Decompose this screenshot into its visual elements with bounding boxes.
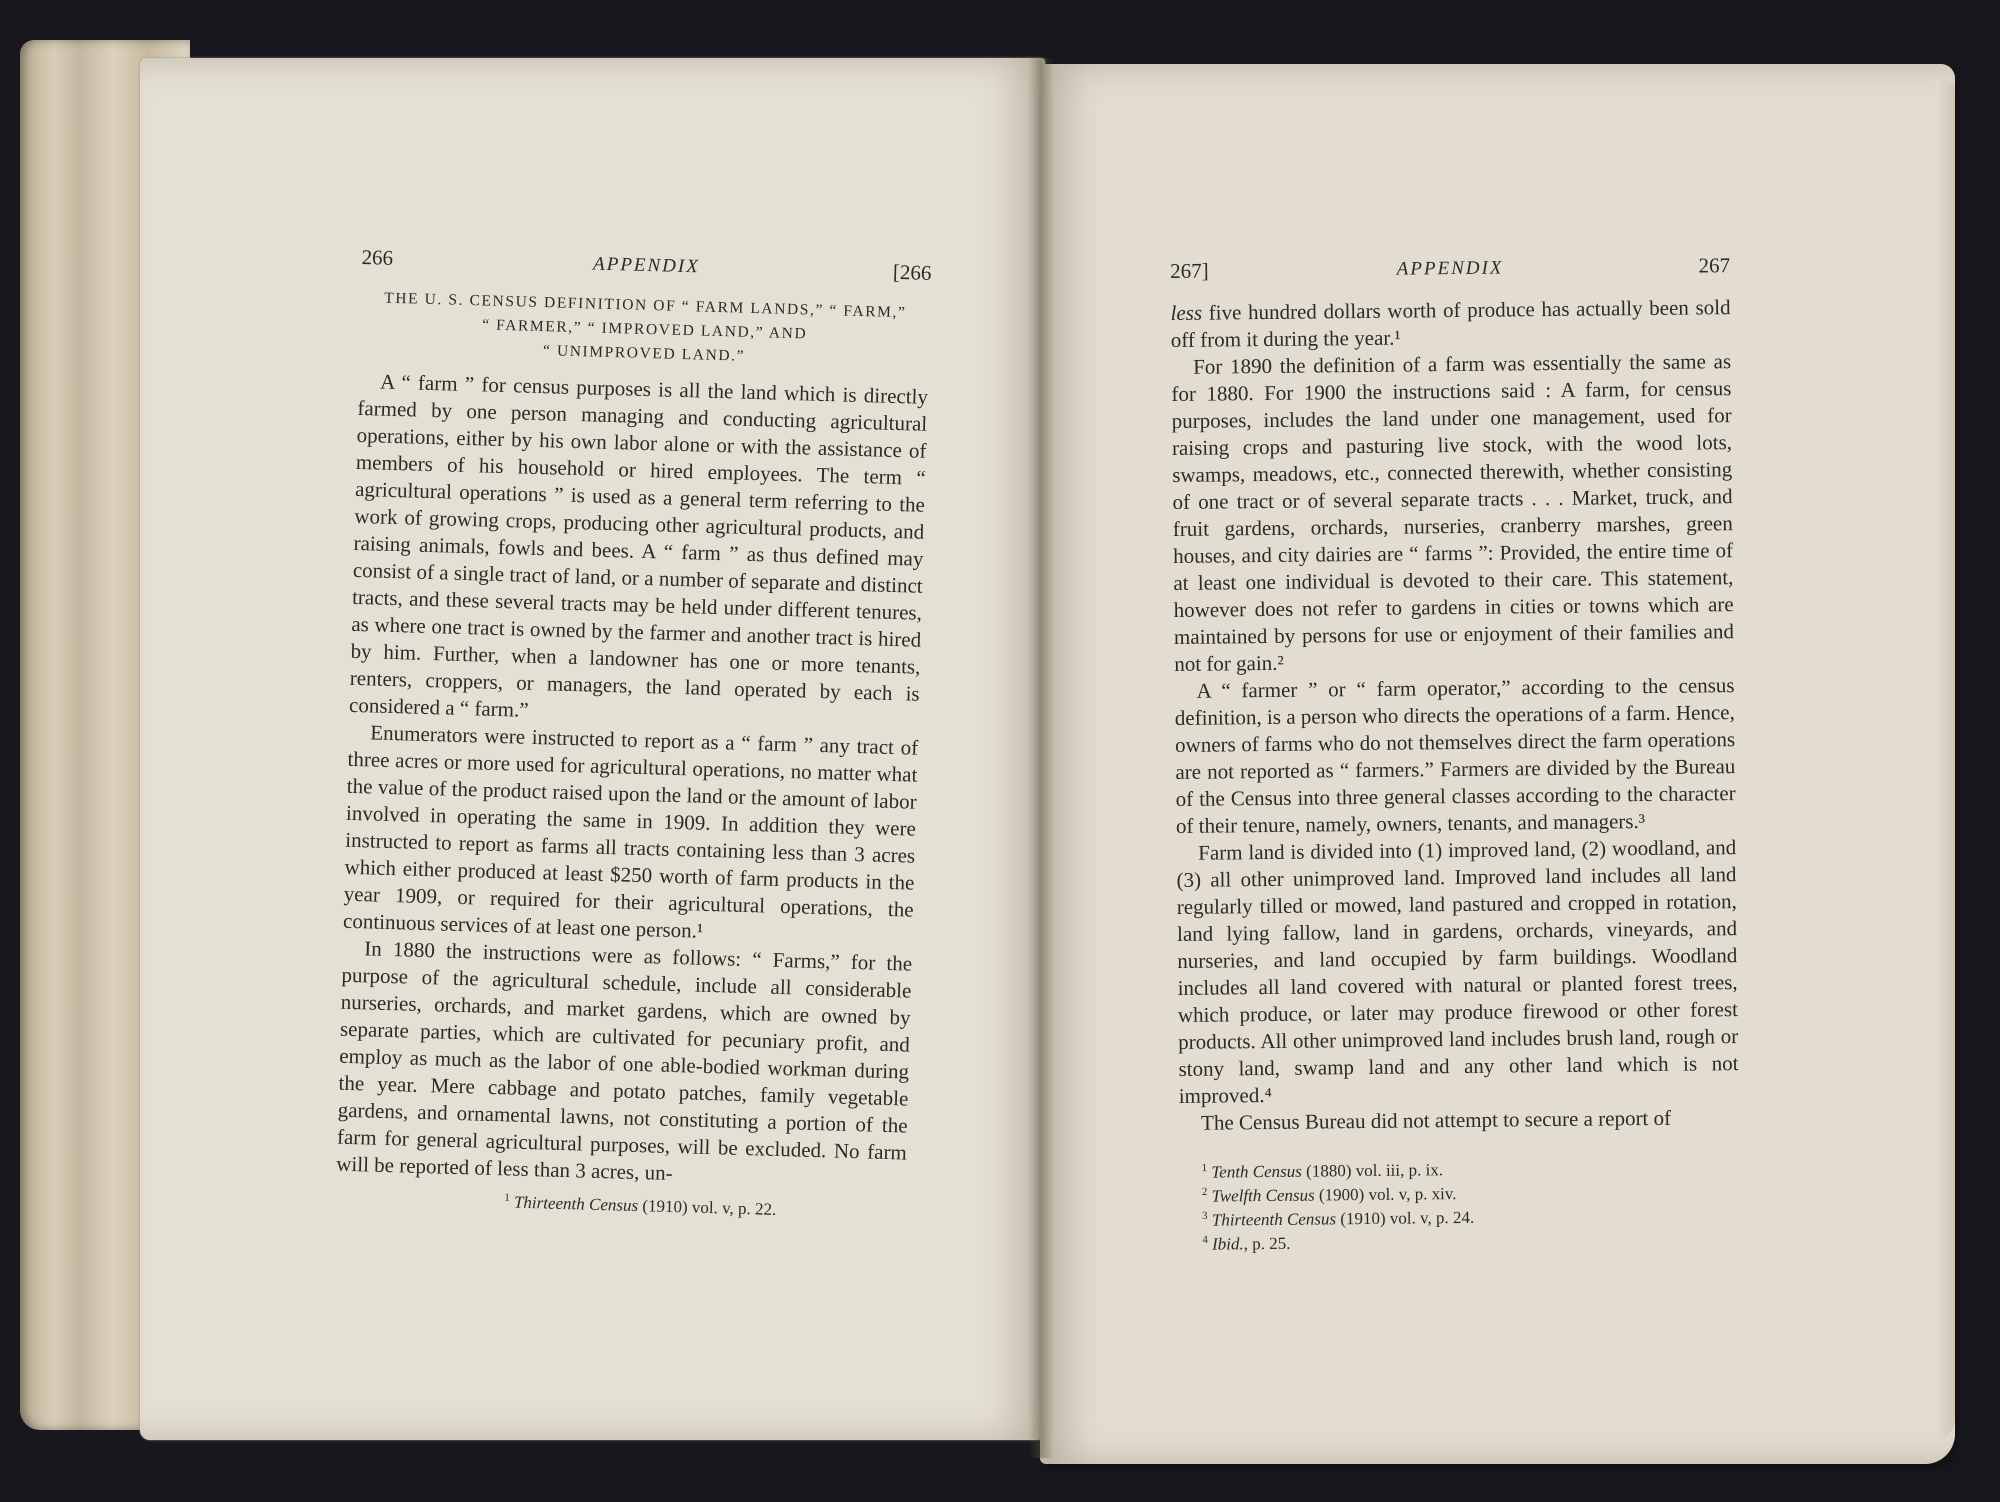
paragraph-text: five hundred dollars worth of produce has actually been sold off from it during the year.¹ bbox=[1170, 295, 1731, 352]
footnote-title: Twelfth Census bbox=[1211, 1185, 1315, 1206]
footnote-title: Thirteenth Census bbox=[513, 1192, 639, 1216]
footnote-title: Ibid. bbox=[1211, 1234, 1244, 1254]
right-page-number-bracket: 267] bbox=[1170, 258, 1209, 283]
section-title-line: “ FARMER,” “ IMPROVED LAND,” AND bbox=[481, 316, 808, 343]
paragraph: A “ farm ” for census purposes is all the land which is directly farmed by one person managing and conducting agricultural operations, either by his own labor alone or with the assistance of members of his household or hired employees. The term “ agricultural operations ” is used as a general term referring to the work of growing crops, producing other agricultural products, and raising animals, fowls and bees. A “ farm ” as thus defined may consist of a single tract of land, or a number of separate and distinct tracts, and these several tracts may be held under different tenures, as where one tract is owned by the farmer and another tract is hired by him. Further, when a landowner has one or more tenants, renters, croppers, or managers, the land operated by each is considered a “ farm.” bbox=[348, 369, 929, 722]
right-page bbox=[1170, 252, 1740, 1257]
footnote-mark: 1 bbox=[504, 1191, 511, 1204]
footnote-text: (1910) vol. v, p. 24. bbox=[1335, 1207, 1475, 1229]
left-page-number: 266 bbox=[361, 244, 394, 270]
left-running-title: APPENDIX bbox=[592, 253, 701, 278]
footnote-title: Thirteenth Census bbox=[1211, 1209, 1337, 1230]
footnote-text: (1900) vol. v, p. xiv. bbox=[1314, 1184, 1457, 1205]
footnote-title: Tenth Census bbox=[1211, 1161, 1302, 1182]
paragraph: Enumerators were instructed to report as a “ farm ” any tract of three acres or more used for agricultural operations, no matter what the value of the product raised upon the land or the amount of labor involved in operating the same in 1909. In addition they were instructed to report as farms all tracts containing less than 3 acres which either produced at least $250 worth of farm products in the year 1909, or required for their agricultural operations, the continuous services of at least one person.¹ bbox=[342, 720, 919, 943]
footnote-mark: 3 bbox=[1201, 1210, 1208, 1223]
paragraph bbox=[1170, 294, 1731, 354]
paragraph: In 1880 the instructions were as follows: “ Farms,” for the purpose of the agricultural schedule, include all considerable nurseries, orchards, and market gardens, which are owned by separate parties, which are cultivated for pecuniary profit, and employ as much as the labor of one able-bodied workman during the year. Mere cabbage and potato patches, family vegetable gardens, and ornamental lawns, not constituting a portion of the farm for general agricultural purposes, will be excluded. No farm will be reported of less than 3 acres, un- bbox=[335, 936, 913, 1186]
book-gutter bbox=[1028, 58, 1054, 1458]
left-page-number-bracket: [266 bbox=[892, 259, 932, 285]
paragraph: Farm land is divided into (1) improved land, (2) woodland, and (3) all other unimproved land. Improved land includes all land regularly tilled or mowed, land pastured and cropped in rotation, land lying fallow, land in gardens, orchards, vineyards, and nurseries, and land occupied by farm buildings. Woodland includes all land covered with natural or planted forest trees, which produce, or later may produce firewood or other forest products. All other unimproved land includes brush land, rough or stony land, swamp land and any other land which is not improved.⁴ bbox=[1176, 835, 1739, 1108]
footnote-text: (1880) vol. iii, p. ix. bbox=[1301, 1160, 1444, 1181]
right-leaf-edge bbox=[1935, 80, 1955, 1440]
right-page-number: 267 bbox=[1698, 253, 1731, 278]
paragraph: A “ farmer ” or “ farm operator,” according to the census definition, is a person who directs the operations of a farm. Hence, owners of farms who do not themselves direct the farm operations are not reported as “ farmers.” Farmers are divided by the Bureau of the Census into three general classes according to the character of their tenure, namely, owners, tenants, and managers.³ bbox=[1174, 673, 1736, 838]
left-page bbox=[335, 244, 932, 1226]
right-footnotes bbox=[1179, 1155, 1740, 1257]
footnote-mark: 1 bbox=[1201, 1162, 1208, 1175]
footnote-mark: 2 bbox=[1201, 1186, 1208, 1199]
right-running-title: APPENDIX bbox=[1396, 257, 1504, 280]
section-title-line: THE U. S. CENSUS DEFINITION OF “ FARM LANDS,” “ FARM,” bbox=[384, 289, 907, 322]
section-title-line: “ UNIMPROVED LAND.” bbox=[542, 342, 746, 365]
footnote-mark: 4 bbox=[1202, 1234, 1208, 1247]
paragraph: The Census Bureau did not attempt to secure a report of bbox=[1200, 1105, 1672, 1135]
footnote-text: (1910) vol. v, p. 22. bbox=[637, 1196, 777, 1219]
footnote-text: , p. 25. bbox=[1243, 1233, 1291, 1254]
right-running-head bbox=[1170, 252, 1730, 300]
paragraph: For 1890 the definition of a farm was essentially the same as for 1880. For 1900 the instructions said : A farm, for census purposes, includes the land under one management, used for raising crops and pasturing live stock, with the wood lots, swamps, meadows, etc., connected therewith, whether consisting of one tract or of several separate tracts . . . Market, truck, and fruit gardens, orchards, nurseries, cranberry marshes, green houses, and city dairies are “ farms ”: Provided, the entire time of at least one individual is devoted to their care. This statement, however does not refer to gardens in cities or towns which are maintained by persons for use or enjoyment of their families and not for gain.² bbox=[1171, 349, 1735, 676]
paragraph-lead-italic: less bbox=[1170, 300, 1203, 325]
